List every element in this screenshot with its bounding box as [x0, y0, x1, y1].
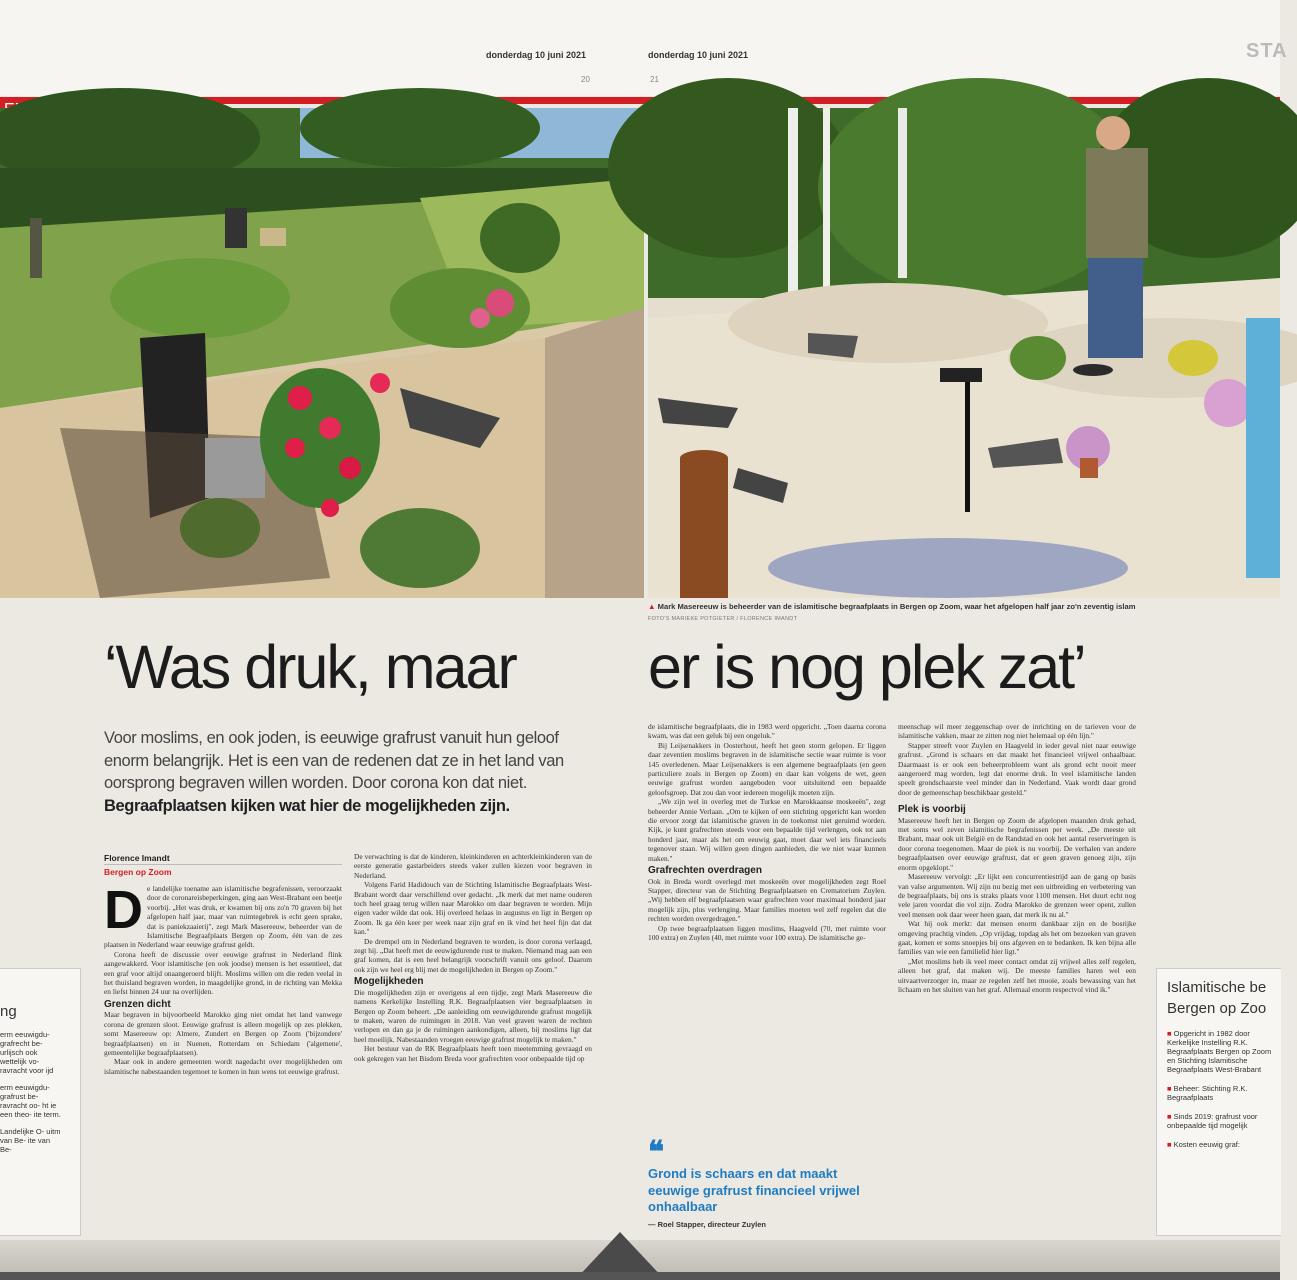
intro-block — [104, 727, 594, 817]
col2-paragraph-2: Volgens Farid Hadidouch van de Stichting Islamitische Begraafplaats West-Brabant wordt daar verschillend over gedacht. „Ik merk dat met name ouderen toch heel graag terug willen naar Marokko om daar begraven te worden. Mijn eigen vader wilde dat ook. Hij overleed helaas in augustus en ligt in Bergen op Zoom. Ik ga één keer per week naar zijn graf en ik vind het heel fijn dat dat kan." — [354, 880, 592, 937]
col4-paragraph-5: Wat hij ook merkt: dat mensen enorm dankbaar zijn en de bosrijke omgeving prachtig vinden. „Op vrijdag, topdag als het om bezoeken van graven gaat, komen er soms snoepjes bij ons afgeven en te bedanken. Ik ken bijna alle families van wie een familielid hier ligt." — [898, 919, 1136, 957]
byline-place: Bergen op Zoom — [104, 867, 172, 877]
column-2 — [354, 852, 592, 1234]
column-4 — [898, 722, 1136, 1234]
islamic-cemetery-image — [648, 108, 1280, 598]
left-page-number: 20 — [581, 75, 590, 84]
col4-subhead: Plek is voorbij — [898, 804, 966, 816]
right-box-item-1-text: Opgericht in 1982 door Kerkelijke Instelling R.K. Begraafplaats Bergen op Zoom en Stichting Islamitische Begraafplaats West-Brabant — [1167, 1029, 1272, 1074]
col3-paragraph-3: „We zijn wel in overleg met de Turkse en Marokkaanse moskeeën", zegt beheerder Annie Verlaan. „Om te kijken of een stichting opgericht kan worden die ervoor zorgt dat islamitische graven in de toekomst niet geruimd worden. Kijk, je kunt grafrechten steeds voor een bepaalde tijd verlengen, ook tot aan honderd jaar, maar als het om eeuwig gaat, moet daar wel iets financieels tegenover staan. Wij willen geen dingen aanbieden, die we niet waar kunnen maken." — [648, 797, 886, 863]
cemetery-photo-left — [0, 108, 644, 598]
left-info-box — [0, 968, 81, 1236]
right-info-box — [1156, 968, 1281, 1236]
bullet-icon: ■ — [1167, 1140, 1174, 1149]
intro-text: Voor moslims, en ook joden, is eeuwige grafrust vanuit hun geloof enorm belangrijk. Het is een van de redenen dat ze in het land van oorsprong begraven willen worden. Door corona kon dat niet. — [104, 729, 564, 792]
right-box-item-3 — [1167, 1112, 1275, 1130]
left-box-text-3: Landelijke O- uitm van Be- ite van Be- — [0, 1127, 61, 1154]
headline-left: ‘Was druk, maar — [104, 633, 516, 701]
intro-bold: Begraafplaatsen kijken wat hier de mogelijkheden zijn. — [104, 796, 510, 815]
col1-paragraph-4: Maar ook in andere gemeenten wordt nagedacht over mogelijkheden om islamitische nabestaanden tegemoet te komen in hun wens tot eeuwige grafrust. — [104, 1057, 342, 1076]
right-box-item-4-text: Kosten eeuwig graf: — [1173, 1140, 1240, 1149]
header-strip — [0, 0, 1280, 96]
bullet-icon: ■ — [1167, 1112, 1174, 1121]
col3-paragraph-1: de islamitische begraafplaats, die in 1983 werd opgericht. „Toen daarna corona kwam, was dat een geluk bij een ongeluk." — [648, 722, 886, 741]
bullet-icon: ■ — [1167, 1084, 1174, 1093]
left-box-text-1: erm eeuwigdu- grafrecht be- urlijsch ook wettelijk vo- ravracht voor ijd — [0, 1030, 54, 1075]
left-box-text-2: erm eeuwigdu- grafrust be- ravracht oo- ht ie een theo- ite term. — [0, 1083, 61, 1119]
col2-subhead: Mogelijkheden — [354, 976, 424, 988]
col3-paragraph-2: Bij Leijsenakkers in Oosterhout, heeft het geen storm gelopen. Er liggen daar zeventien moslims begraven in de islamitische sectie waar ruimte is voor 145 overledenen. Maar Leijsenakkers is een algemene begraafplaats (en geen particuliere zoals in Bergen op Zoom) en daar kan volgens de wet, geen eeuwige grafrust worden aangeboden voor uitsluitend een bepaalde geloofsgroep. Dat zou dan voor iedereen mogelijk moeten zijn. — [648, 740, 886, 797]
bottom-edge — [0, 1272, 1280, 1280]
pull-quote — [648, 1136, 886, 1229]
col2-paragraph-4: Die mogelijkheden zijn er overigens al een tijdje, zegt Mark Masereeuw die namens Kerkelijke Instelling R.K. Begraafplaatsen vier begraafplaatsen in Bergen op Zoom beheert. „De aanleiding om eeuwigdurende grafrust mogelijk te maken, waren de ruimingen in 2018. Van veel graven waren de rechten verlopen en dan ga je de ruimingen aankondigen, alleen, bij moslims ligt dat heel moeilijk. Nabestaanden vroegen eeuwige grafrust mogelijk te maken." — [354, 987, 592, 1044]
col4-paragraph-1: meenschap wil meer zeggenschap over de inrichting en de tarieven voor de islamitische vakken, maar ze zitten nog niet helemaal op één lijn." — [898, 722, 1136, 741]
section-label-right: STA — [1246, 40, 1288, 62]
graves-garden-image — [0, 108, 644, 598]
col2-paragraph-5: Het bestuur van de RK Begraafplaats heeft toen meetemming gevraagd en ook gekregen van het Bisdom Breda voor grafrechten voor onbepaalde tijd op — [354, 1044, 592, 1063]
bullet-icon: ■ — [1167, 1029, 1174, 1038]
photo-credit: FOTO'S MARIEKE POTGIETER / FLORENCE IMANDT — [648, 616, 798, 622]
left-page-date: donderdag 10 juni 2021 — [486, 50, 587, 60]
right-box-item-2-text: Beheer: Stichting R.K. Begraafplaats — [1167, 1084, 1248, 1102]
right-box-item-2 — [1167, 1084, 1275, 1102]
col1-paragraph-3: Maar begraven in bijvoorbeeld Marokko ging niet omdat het land vanwege corona de grenzen sloot. Eeuwige grafrust is alleen mogelijk op zes plekken, somt Masereeuw op: Almere, Zundert en Bergen op Zoom ('bijzondere' begraafplaatsen) en in Nuenen, Rotterdam en Schiedam ('algemene', gemeentelijke begraafplaatsen). — [104, 1010, 342, 1057]
col3-subhead: Grafrechten overdragen — [648, 865, 762, 877]
caption-triangle-icon: ▲ — [648, 602, 658, 611]
col4-paragraph-3: Masereeuw heeft het in Bergen op Zoom de afgelopen maanden druk gehad, met soms wel zeven islamitische begrafenissen per week. „De meeste uit Brabant, maar ook uit België en de Randstad en ook het aantal reserveringen is door corona toegenomen. Maar de piek is nu voorbij. De verhalen van andere begraafplaatsen over eeuwige grafrust, dat er geen graven genoeg zijn, zijn enorm opgeklopt." — [898, 815, 1136, 872]
col2-paragraph-1: De verwachting is dat de kinderen, kleinkinderen en achterkleinkinderen van de eerste generatie gastarbeiders steeds vaker zullen kiezen voor begraven in Nederland. — [354, 852, 592, 880]
right-box-item-4 — [1167, 1140, 1275, 1149]
col1-lead: e landelijke toename aan islamitische begrafenissen, veroorzaakt door de coronareisbeperkingen, ging aan West-Brabant een beetje voorbij. „Het was druk, er kwamen bij ons zo'n 70 graven bij het afgelopen half jaar, maar van ruimtegebrek is echt geen sprake, dat is paniekzaaierij", zegt Mark Masereeuw, beheerder van de Islamitische Begraafplaats Bergen op Zoom, één van de zes plaatsen in Nederland waar eeuwige grafrust geldt. — [104, 884, 342, 950]
quote-attribution: — Roel Stapper, directeur Zuylen — [648, 1219, 766, 1229]
column-1 — [104, 880, 342, 1234]
byline-author: Florence Imandt — [104, 853, 170, 863]
col1-paragraph-2: Corona heeft de discussie over eeuwige grafrust in Nederland flink aangewakkerd. Voor islamitische (en ook joodse) mensen is het essentieel, dat een graf voor altijd onaangeroerd blijft. Moslims willen om die reden veelal in het thuisland begraven worden, in maagdelijke grond, in de richting van Mekka en liefst binnen 24 uur na overlijden. — [104, 949, 342, 997]
left-box-heading: ng — [0, 1003, 17, 1020]
col1-subhead: Grenzen dicht — [104, 998, 171, 1010]
column-3 — [648, 722, 886, 1132]
right-box-item-1 — [1167, 1029, 1275, 1074]
col4-paragraph-2: Stapper streeft voor Zuylen en Haagveld in ieder geval niet naar eeuwige grafrust. „Grond is schaars en dat maakt het financieel vrijwel onhaalbaar. Daarmaast is er ook een beheerprobleem want als grond echt nooit meer aangeroerd mag worden, legt dat enorme druk. In veel islamitische landen speelt grondschaarste veel minder dan in Nederland. Vaak wordt daar grond door de gemeenschap beschikbaar gesteld." — [898, 740, 1136, 797]
col3-paragraph-4: Ook in Breda wordt overlegd met moskeeën over mogelijkheden zegt Roel Stapper, directeur van de Stichting Begraafplaatsen en Crematorium Zuylen. „Wij hebben elf begraafplaatsen waar grafrechten voor maximaal honderd jaar mogelijk zijn, plus verlenging. Maar families moeten wel zelf regelen dat die rechten worden overgedragen." — [648, 876, 886, 924]
right-page-number: 21 — [650, 75, 659, 84]
quote-mark-icon: ❝ — [648, 1136, 665, 1169]
right-page-date: donderdag 10 juni 2021 — [648, 50, 749, 60]
drop-cap: D — [104, 880, 143, 940]
caption-text: Mark Masereeuw is beheerder van de islamitische begraafplaats in Bergen op Zoom, waar het afgelopen half jaar zo'n zeventig islam — [657, 602, 1136, 611]
quote-text: Grond is schaars en dat maakt eeuwige grafrust financieel vrijwel onhaalbaar — [648, 1166, 860, 1214]
byline-rule — [104, 864, 342, 865]
photo-caption — [648, 602, 1280, 611]
col4-paragraph-4: Masereeuw vervolgt: „Er lijkt een concurrentiestrijd aan de gang op basis van valse argumenten. Wij zijn nu bezig met een uitbreiding en verbetering van de begraafplaats, bij ons is straks plaats voor 1100 mensen. Het duurt echt nog vele jaren voordat die vol zijn. Zodra Marokko de grenzen weer opent, zullen veel mensen ook daar weer heen gaan, dat merk ik nu al." — [898, 872, 1136, 919]
col3-paragraph-5: Op twee begraafplaatsen liggen moslims, Haagveld (70, met ruimte voor 100 extra) en Zuylen (40, met ruimte voor 100 extra). De islamitische ge- — [648, 923, 886, 942]
col4-paragraph-6: „Met moslims heb ik veel meer contact omdat zij vrijwel alles zelf regelen, alleen het graf, dat maken wij. De meeste families haren wel een uitvaartverzorger in, maar ze regelen zelf het mooie, zoals bewassing van het lichaam en het sluiten van het graf. Allemaal enorm respectvol vind ik." — [898, 956, 1136, 994]
cemetery-photo-right — [648, 108, 1280, 598]
col2-paragraph-3: De drempel om in Nederland begraven te worden, is door corona verlaagd, zegt hij. „Dat heeft met de eeuwigdurende rust te maken. Niemand mag aan een graf komen, dat is een heel belangrijk voorschrift vanuit ons geloof. Daarom ook zijn we heel erg blij met de mogelijkheden in Bergen op Zoom." — [354, 936, 592, 974]
headline-right: er is nog plek zat’ — [648, 633, 1085, 701]
right-box-item-3-text: Sinds 2019: grafrust voor onbepaalde tijd mogelijk — [1167, 1112, 1258, 1130]
right-box-title: Islamitische be Bergen op Zoo — [1167, 979, 1267, 1017]
